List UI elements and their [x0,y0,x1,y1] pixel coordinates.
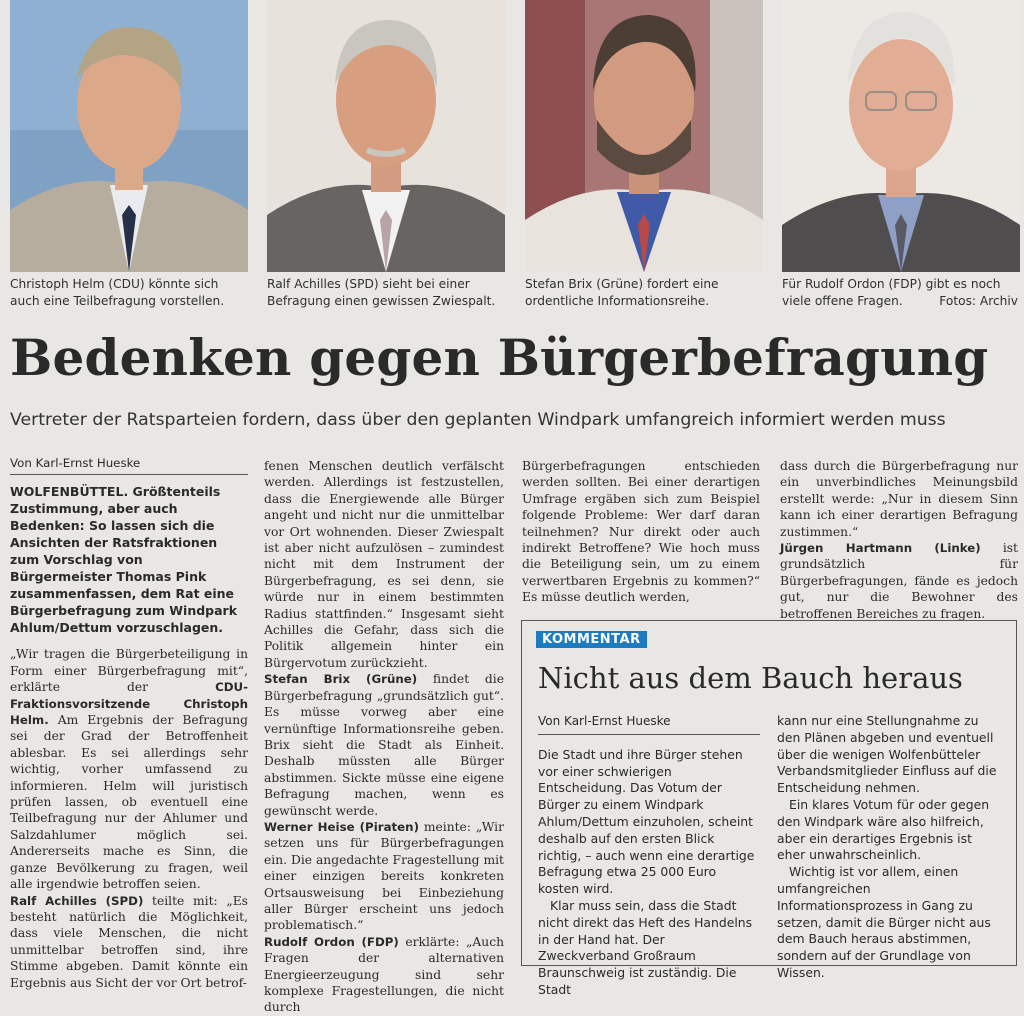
photo-credit: Fotos: Archiv [939,294,1018,308]
photo-rudolf-ordon [782,0,1020,272]
speaker-name: Werner Heise (Piraten) [264,819,419,834]
article-column-3 [522,458,760,606]
article-byline: Von Karl-Ernst Hueske [10,455,248,475]
article-paragraph [10,646,248,892]
photo-caption: Christoph Helm (CDU) könnte sich auch eine Teilbefragung vorstellen. [10,277,225,308]
article-paragraph: dass durch die Bürgerbefragung nur ein unverbindliches Meinungsbild erstellt werde: „Nur in diesem Sinn kann ich einer derartigen Befragung zustimmen.“ [780,459,1018,539]
photo-stefan-brix [525,0,763,272]
article-subtitle: Vertreter der Ratsparteien fordern, dass über den geplanten Windpark umfangreich informiert werden muss [10,410,946,430]
kommentar-headline: Nicht aus dem Bauch heraus [538,661,963,695]
paragraph-text: meinte: „Wir setzen uns für Bürgerbefragungen ein. Die angedachte Fragestellung mit einer einzigen bereits konkreten Ortsausweisung bei Einbeziehung aller Bürger erscheint uns jedoch problematisch.“ [264,819,504,933]
photo-christoph-helm [10,0,248,272]
article-paragraph [264,671,504,819]
article-paragraph [264,934,504,1016]
kommentar-column-1 [538,713,760,999]
paragraph-text: erklärte: „Auch Fragen der alternativen Energieerzeugung sind sehr komplexe Fragestellungen, die nicht durch [264,934,505,1015]
photo-caption: Stefan Brix (Grüne) fordert eine ordentliche Informationsreihe. [525,277,719,308]
speaker-name: CDU-Fraktionsvorsitzende Christoph Helm. [10,680,248,728]
kommentar-column-2 [777,713,999,982]
kommentar-paragraph: Ein klares Votum für oder gegen den Windpark wäre also hilfreich, aber ein derartiges Ergebnis ist eher unwahrscheinlich. [777,796,990,863]
kommentar-tag: KOMMENTAR [536,631,647,648]
article-paragraph: fenen Menschen deutlich verfälscht werden. Allerdings ist festzustellen, dass die Energiewende alle Bürger angeht und nicht nur die unmittelbar vor Ort wohnenden. Dieser Zwiespalt ist aber nicht aufzulösen – zumindest nicht mit dem Instrument der Bürgerbefragung, es sei denn, sie würde nur in einem bestimmten Radius stattfinden.“ Insgesamt sieht Achilles die Gefahr, dass sich die Politik allgemein hinter ein Bürgervotum zurückzieht. [264,459,504,670]
paragraph-text: Am Ergebnis der Befragung sei der Grad der Betroffenheit ablesbar. Es sei allerdings sehr wichtig, vorher umfassend zu informieren. Helm will juristisch prüfen lassen, ob eventuell eine Teilbefragung nur der Ahlumer und Salzdahlumer möglich sei. Andererseits mache es Sinn, die ganze Bevölkerung zu fragen, weil alle irgendwie betroffen seien. [10,713,248,892]
photo-caption [782,276,1018,310]
kommentar-paragraph: Klar muss sein, dass die Stadt nicht direkt das Heft des Handelns in der Hand hat. Der Zweckverband Großraum Braunschweig ist zuständig. Die Stadt [538,897,753,997]
article-lead: WOLFENBÜTTEL. Größtenteils Zustimmung, aber auch Bedenken: So lassen sich die Ansichten der Ratsfraktionen zum Vorschlag von Bürgermeister Thomas Pink zusammenfassen, dem Rat eine Bürgerbefragung zum Windpark Ahlum/Dettum vorzuschlagen. [10,484,238,636]
photo-ralf-achilles [267,0,505,272]
kommentar-paragraph: Wichtig ist vor allem, einen umfangreichen Informationsprozess in Gang zu setzen, damit die Bürger nicht aus dem Bauch heraus abstimmen, sondern auf der Grundlage von Wissen. [777,864,991,980]
photo-caption-text: Für Rudolf Ordon (FDP) gibt es noch viele offene Fragen. [782,277,1001,308]
photo-caption: Ralf Achilles (SPD) sieht bei einer Befragung einen gewissen Zwiespalt. [267,277,496,308]
speaker-name: Ralf Achilles (SPD) [10,893,144,908]
speaker-name: Jürgen Hartmann (Linke) [780,541,981,556]
article-column-1 [10,455,248,991]
paragraph-text: ist grundsätzlich für Bürgerbefragungen, fände es jedoch gut, nur die Bewohner des betroffenen Bereiches zu fragen. [780,541,1018,621]
paragraph-text: teilte mit: „Es besteht natürlich die Möglichkeit, dass viele Menschen, die nicht unmittelbar betroffen sind, ihre Stimme abgeben. Damit könnte ein Ergebnis aus Sicht der vor Ort betrof- [10,893,248,990]
speaker-name: Stefan Brix (Grüne) [264,672,418,687]
kommentar-byline: Von Karl-Ernst Hueske [538,713,760,735]
paragraph-text: findet die Bürgerbefragung „grundsätzlich gut“. Es müsse vorweg aber eine vernünftige Informationsreihe geben. Brix sieht die Stadt als Einheit. Deshalb müssten alle Bürger abstimmen. Sickte müsse eine eigene Befragung machen, wenn es gewünscht werde. [264,672,504,818]
kommentar-paragraph: kann nur eine Stellungnahme zu den Plänen abgeben und eventuell über die wenigen Wolfenbütteler Verbandsmitglieder Einfluss auf die Entscheidung nehmen. [777,713,997,796]
kommentar-box [521,620,1017,997]
article-headline: Bedenken gegen Bürgerbefragung [10,328,989,387]
article-column-4 [780,458,1018,622]
article-paragraph [10,893,248,991]
speaker-name: Rudolf Ordon (FDP) [264,934,399,949]
article-paragraph [264,819,504,934]
article-column-2 [264,458,504,1016]
article-paragraph [780,540,1018,622]
kommentar-paragraph: Die Stadt und ihre Bürger stehen vor einer schwierigen Entscheidung. Das Votum der Bürger zu einem Windpark Ahlum/Dettum einzuholen, scheint deshalb auf den ersten Blick richtig, – auch wenn eine derartige Befragung etwa 25 000 Euro kosten wird. [538,746,755,897]
paragraph-text: „Wir tragen die Bürgerbeteiligung in Form einer Bürgerbefragung mit“, erklärte der [10,647,248,695]
article-paragraph: Bürgerbefragungen entschieden werden sollten. Bei einer derartigen Umfrage ergäben sich zum Beispiel folgende Probleme: Wer darf daran teilnehmen? Nur direkt oder auch indirekt Betroffene? Wie hoch muss die Beteiligung sein, um zu einem verwertbaren Ergebnis zu kommen?“ Es müsse deutlich werden, [522,459,760,605]
